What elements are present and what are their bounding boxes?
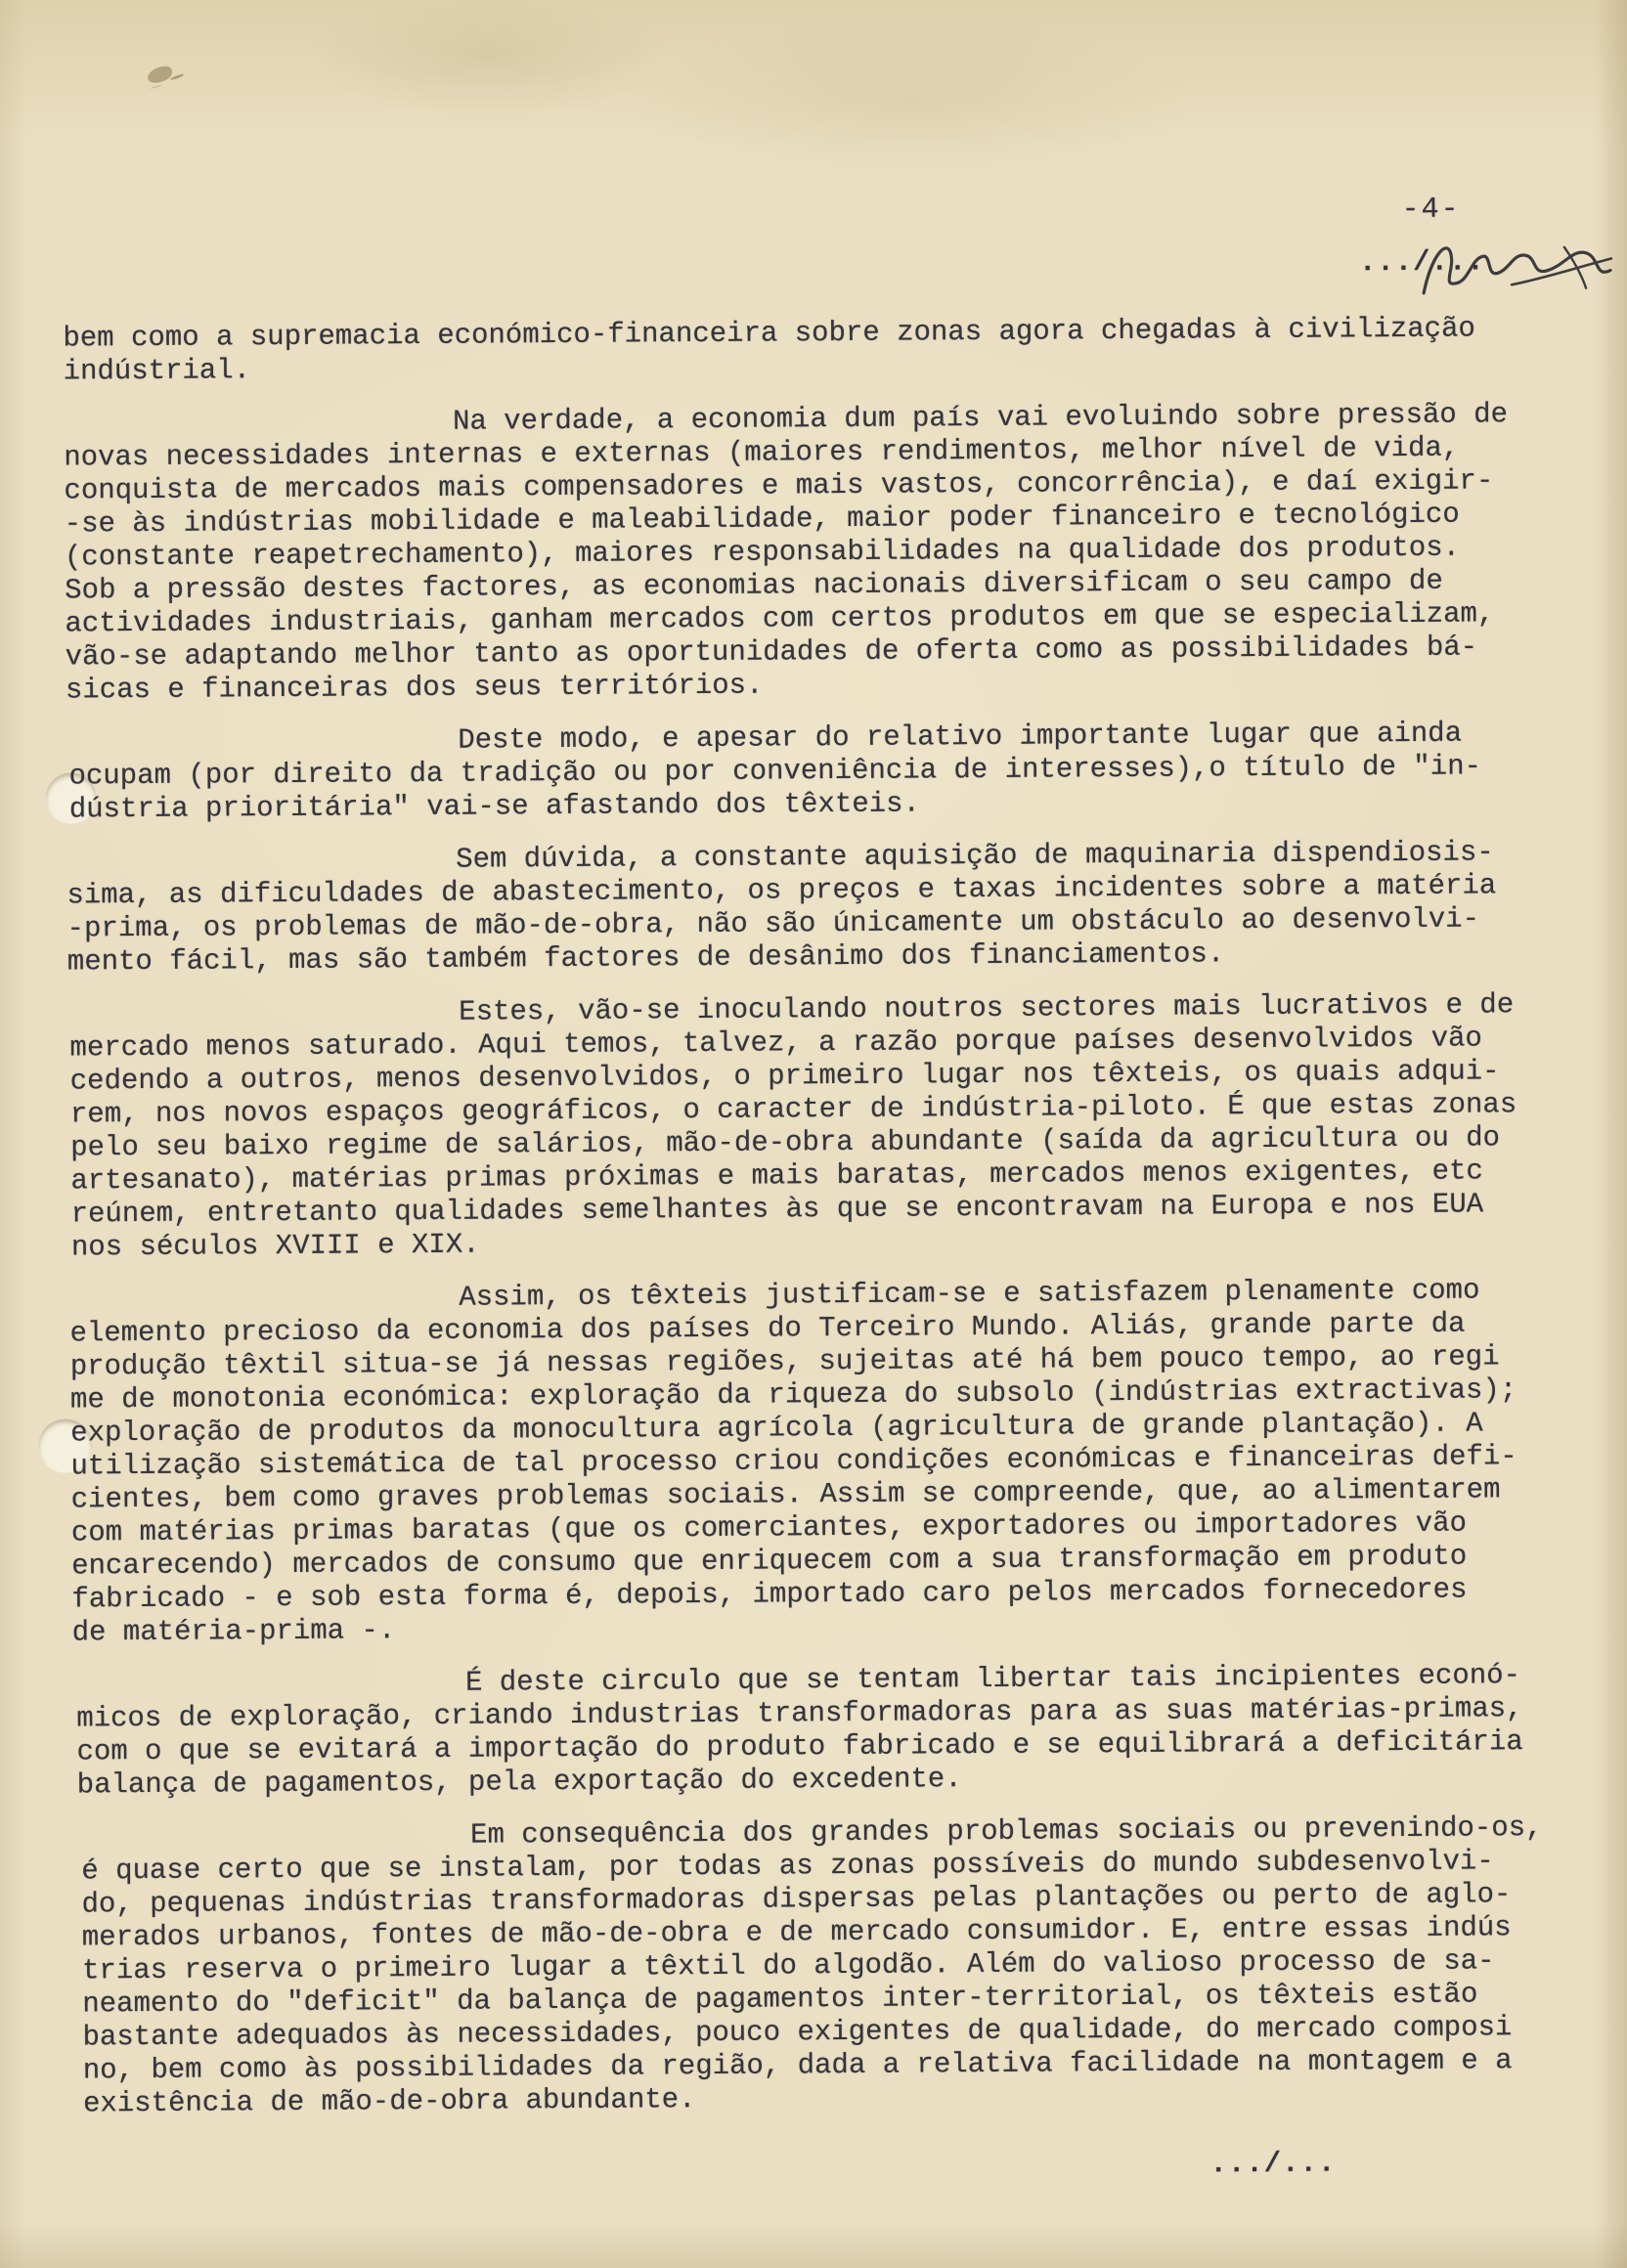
continuation-mark-bottom: .../... bbox=[1209, 2147, 1337, 2181]
paragraph-7: É deste circulo que se tentam libertar tais incipientes econó- micos de exploração, criando industrias transformadoras para as suas matérias-primas, com o que se evitará a importação do produto fabricado e se equilibrará a deficitária balança de pagamentos, pela exportação do excedente. bbox=[76, 1659, 1523, 1802]
paragraph-1: bem como a supremacia económico-financeira sobre zonas agora chegadas à civilização indústrial. bbox=[63, 312, 1475, 388]
handwritten-initials-icon bbox=[1418, 221, 1619, 320]
paragraph-2: Na verdade, a economia dum país vai evoluindo sobre pressão de novas necessidades internas e externas (maiores rendimentos, melhor nível de vida, conquista de mercados mais compensadores e mais vastos, concorrência), e daí exigir- -se às indústrias mobilidade e maleabilidade, maior poder financeiro e tecnológico (constante reapetrechamento), maiores responsabilidades na qualidade dos produtos. Sob a pressão destes factores, as economias nacionais diversificam o seu campo de actividades industriais, ganham mercados com certos produtos em que se especializam, vão-se adaptando melhor tanto as oportunidades de oferta como as possibilidades bá- sicas e financeiras dos seus territórios. bbox=[64, 398, 1509, 707]
paragraphs-container bbox=[63, 312, 1605, 2121]
paragraph-8: Em consequência dos grandes problemas sociais ou prevenindo-os, é quase certo que se instalam, por todas as zonas possíveis do mundo subdesenvolvi- do, pequenas indústrias transformadoras dispersas pelas plantações ou perto de aglo- merados urbanos, fontes de mão-de-obra e de mercado consumidor. E, entre essas indús trias reserva o primeiro lugar a têxtil do algodão. Além do valioso processo de sa- neamento do "deficit" da balança de pagamentos inter-territorial, os têxteis estão bastante adequados às necessidades, pouco exigentes de qualidade, do mercado composi no, bem como às possibilidades da região, dada a relativa facilidade na montagem e a existência de mão-de-obra abundante. bbox=[81, 1811, 1543, 2120]
paragraph-5: Estes, vão-se inoculando noutros sectores mais lucrativos e de mercado menos saturado. Aqui temos, talvez, a razão porque países desenvolvidos vão cedendo a outros, menos desenvolvidos, o primeiro lugar nos têxteis, os quais adqui- rem, nos novos espaços geográficos, o caracter de indústria-piloto. É que estas zonas pelo seu baixo regime de salários, mão-de-obra abundante (saída da agricultura ou do artesanato), matérias primas próximas e mais baratas, mercados menos exigentes, etc reúnem, entretanto qualidades semelhantes às que se encontravam na Europa e nos EUA nos séculos XVIII e XIX. bbox=[69, 988, 1517, 1264]
page-number: -4- bbox=[1401, 193, 1461, 227]
continuation-mark-top: .../... bbox=[1358, 245, 1485, 280]
paragraph-4: Sem dúvida, a constante aquisição de maquinaria dispendiosis- sima, as dificuldades de abastecimento, os preços e taxas incidentes sobre a matéria -prima, os problemas de mão-de-obra, não são únicamente um obstáculo ao desenvolvi- mento fácil, mas são também factores de desânimo dos financiamentos. bbox=[66, 836, 1497, 979]
paragraph-6: Assim, os têxteis justificam-se e satisfazem plenamente como elemento precioso da economia dos países do Terceiro Mundo. Aliás, grande parte da produção têxtil situa-se já nessas regiões, sujeitas até há bem pouco tempo, ao regi me de monotonia económica: exploração da riqueza do subsolo (indústrias extractivas); exploração de produtos da monocultura agrícola (agricultura de grande plantação). A utilização sistemática de tal processo criou condições económicas e financeiras defi- cientes, bem como graves problemas sociais. Assim se compreende, que, ao alimentarem com matérias primas baratas (que os comerciantes, exportadores ou importadores vão encarecendo) mercados de consumo que enriquecem com a sua transformação em produto fabricado - e sob esta forma é, depois, importado caro pelos mercados fornecedores de matéria-prima -. bbox=[69, 1274, 1517, 1649]
paragraph-3: Deste modo, e apesar do relativo importante lugar que ainda ocupam (por direito da tradição ou por conveniência de interesses),o título de "in- dústria prioritária" vai-se afastando dos têxteis. bbox=[68, 717, 1482, 826]
paper-stain bbox=[146, 65, 174, 85]
document-body bbox=[63, 312, 1605, 2190]
